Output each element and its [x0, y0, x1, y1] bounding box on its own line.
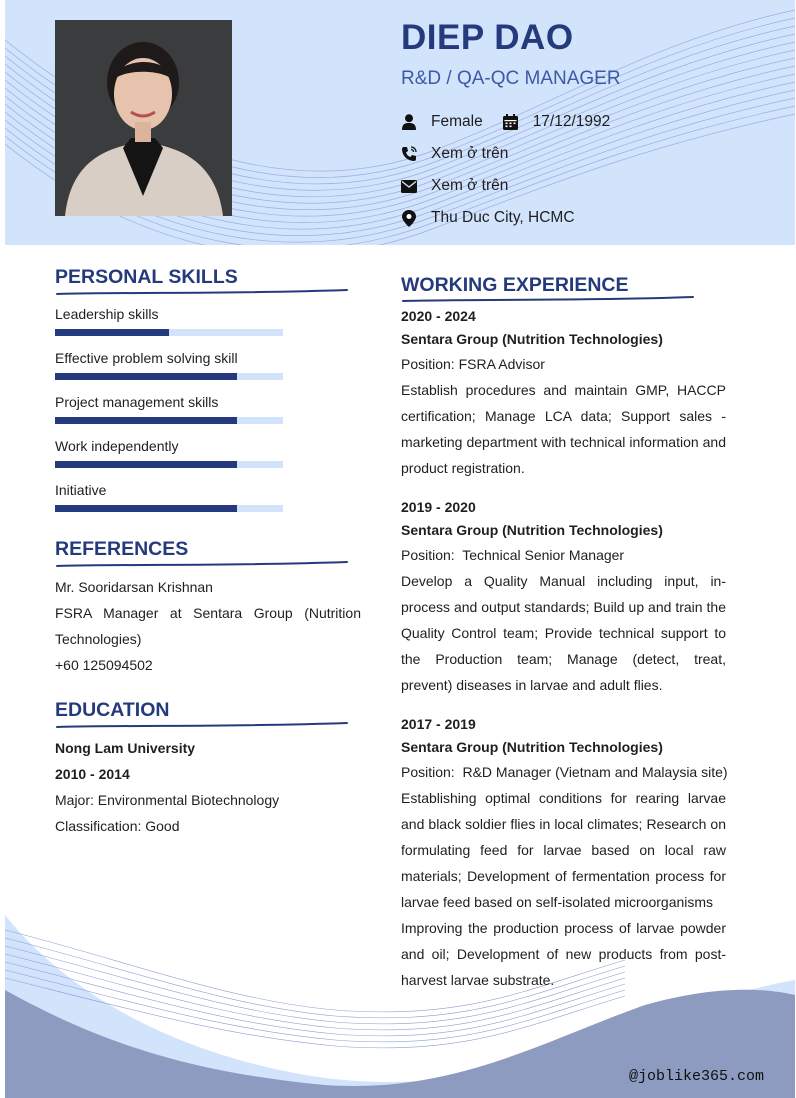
job-company: Sentara Group (Nutrition Technologies): [401, 331, 663, 347]
skill-bar-fill: [55, 329, 169, 336]
references-heading: REFERENCES: [55, 538, 189, 560]
reference-phone: +60 125094502: [55, 657, 153, 673]
skill-label: Project management skills: [55, 394, 219, 410]
gender-value: Female: [431, 113, 483, 130]
reference-role: FSRA Manager at Sentara Group (Nutrition Technologies): [55, 605, 361, 647]
education-heading: EDUCATION: [55, 699, 170, 721]
watermark: @joblike365.com: [628, 1068, 764, 1085]
references-underline: [55, 560, 350, 569]
personal-skills-heading: PERSONAL SKILLS: [55, 266, 238, 288]
skill-bar-fill: [55, 505, 237, 512]
job-years: 2019 - 2020: [401, 499, 476, 515]
personal-skills-underline: [55, 288, 350, 297]
education-classification: Classification: Good: [55, 818, 180, 834]
experience-heading: WORKING EXPERIENCE: [401, 274, 629, 296]
job-description: Establishing optimal conditions for rearing larvae and black soldier flies in local climates; Research on formulating feed for larvae based on local raw materials; Development of fermentation process for larvae feed based on self-isolated microorganisms: [401, 790, 726, 910]
reference-name: Mr. Sooridarsan Krishnan: [55, 579, 213, 595]
candidate-title: R&D / QA-QC MANAGER: [401, 68, 621, 89]
education-underline: [55, 721, 350, 730]
skill-bar-fill: [55, 417, 237, 424]
email-value: Xem ở trên: [431, 177, 509, 194]
skill-label: Initiative: [55, 482, 107, 498]
skill-bar: [55, 505, 283, 512]
candidate-name: DIEP DAO: [401, 18, 574, 57]
skill-label: Leadership skills: [55, 306, 159, 322]
job-company: Sentara Group (Nutrition Technologies): [401, 739, 663, 755]
skill-bar-fill: [55, 461, 237, 468]
skill-bar-fill: [55, 373, 237, 380]
address-value: Thu Duc City, HCMC: [431, 209, 575, 226]
job-position: Position: FSRA Advisor: [401, 356, 545, 372]
skill-bar: [55, 461, 283, 468]
job-position: Position: R&D Manager (Vietnam and Malaysia site): [401, 764, 728, 780]
job-position: Position: Technical Senior Manager: [401, 547, 625, 563]
cv-page: [5, 0, 795, 1098]
job-description: Establish procedures and maintain GMP, HACCP certification; Manage LCA data; Support sales - marketing department with technical information and product registration.: [401, 382, 726, 476]
job-description: Develop a Quality Manual including input, in-process and output standards; Build up and train the Quality Control team; Provide technical support to the Production team; Manage (detect, treat, prevent) diseases in larvae and adult flies.: [401, 573, 726, 693]
education-school: Nong Lam University: [55, 740, 196, 756]
birthdate-value: 17/12/1992: [532, 113, 611, 130]
skill-bar: [55, 417, 283, 424]
skill-bar: [55, 373, 283, 380]
skill-bar: [55, 329, 283, 336]
job-description-continued: Improving the production process of larvae powder and oil; Development of new products from post-harvest larvae substrate.: [401, 920, 726, 988]
phone-value: Xem ở trên: [431, 145, 509, 162]
job-years: 2020 - 2024: [401, 308, 476, 324]
education-major: Major: Environmental Biotechnology: [55, 792, 280, 808]
skill-label: Work independently: [55, 438, 179, 454]
skill-label: Effective problem solving skill: [55, 350, 238, 366]
education-years: 2010 - 2014: [55, 766, 130, 782]
job-company: Sentara Group (Nutrition Technologies): [401, 522, 663, 538]
job-years: 2017 - 2019: [401, 716, 476, 732]
